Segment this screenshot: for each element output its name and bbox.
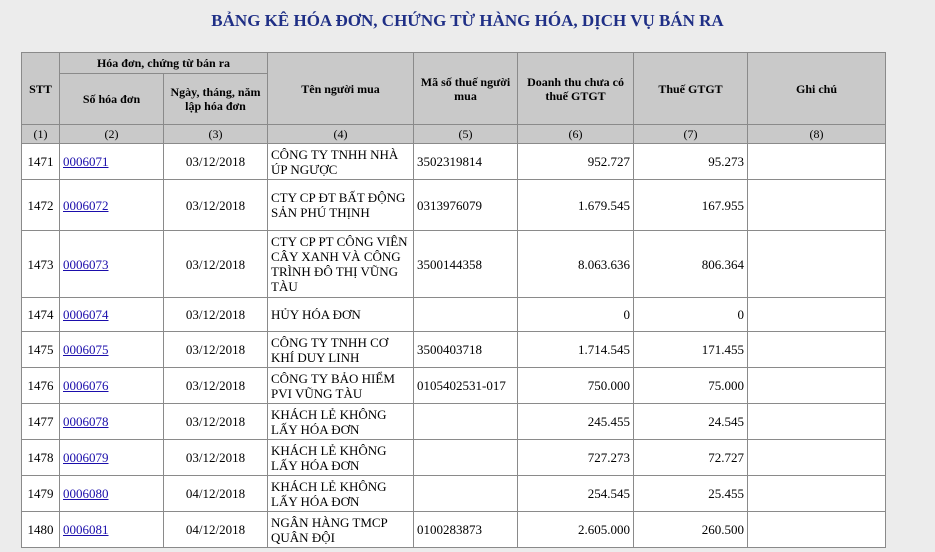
invoice-cell <box>60 368 164 404</box>
invoice-date: 03/12/2018 <box>164 180 268 231</box>
buyer-tax-code: 3500144358 <box>414 231 518 298</box>
revenue-value: 2.605.000 <box>518 512 634 548</box>
note-cell <box>748 368 886 404</box>
note-cell <box>748 440 886 476</box>
invoice-date: 04/12/2018 <box>164 512 268 548</box>
invoice-table <box>21 52 886 548</box>
invoice-date: 03/12/2018 <box>164 298 268 332</box>
vat-value: 806.364 <box>634 231 748 298</box>
invoice-cell <box>60 440 164 476</box>
revenue-value: 254.545 <box>518 476 634 512</box>
buyer-name: CÔNG TY TNHH CƠ KHÍ DUY LINH <box>268 332 414 368</box>
column-number-row <box>22 125 886 144</box>
table-row <box>22 180 886 231</box>
revenue-value: 1.679.545 <box>518 180 634 231</box>
buyer-name: HỦY HÓA ĐƠN <box>268 298 414 332</box>
invoice-cell <box>60 332 164 368</box>
vat-value: 95.273 <box>634 144 748 180</box>
buyer-tax-code <box>414 404 518 440</box>
buyer-name: CÔNG TY BẢO HIỂM PVI VŨNG TÀU <box>268 368 414 404</box>
column-number: (6) <box>518 125 634 144</box>
revenue-value: 1.714.545 <box>518 332 634 368</box>
buyer-tax-code <box>414 298 518 332</box>
invoice-date: 04/12/2018 <box>164 476 268 512</box>
invoice-date: 03/12/2018 <box>164 144 268 180</box>
vat-value: 167.955 <box>634 180 748 231</box>
note-cell <box>748 404 886 440</box>
header-buyer: Tên người mua <box>268 53 414 125</box>
invoice-link[interactable]: 0006074 <box>63 307 109 322</box>
revenue-value: 952.727 <box>518 144 634 180</box>
buyer-tax-code: 3502319814 <box>414 144 518 180</box>
vat-value: 171.455 <box>634 332 748 368</box>
row-stt: 1480 <box>22 512 60 548</box>
table-body <box>22 144 886 548</box>
buyer-tax-code: 3500403718 <box>414 332 518 368</box>
invoice-cell <box>60 298 164 332</box>
table-row <box>22 332 886 368</box>
table-row <box>22 440 886 476</box>
buyer-tax-code <box>414 440 518 476</box>
row-stt: 1476 <box>22 368 60 404</box>
buyer-name: CTY CP ĐT BẤT ĐỘNG SẢN PHÚ THỊNH <box>268 180 414 231</box>
column-number: (2) <box>60 125 164 144</box>
page-title: BẢNG KÊ HÓA ĐƠN, CHỨNG TỪ HÀNG HÓA, DỊCH VỤ BÁN RA <box>211 11 724 30</box>
invoice-cell <box>60 512 164 548</box>
revenue-value: 750.000 <box>518 368 634 404</box>
buyer-tax-code: 0313976079 <box>414 180 518 231</box>
invoice-link[interactable]: 0006079 <box>63 450 109 465</box>
note-cell <box>748 298 886 332</box>
note-cell <box>748 231 886 298</box>
revenue-value: 727.273 <box>518 440 634 476</box>
table-row <box>22 231 886 298</box>
header-tax-code: Mã số thuế người mua <box>414 53 518 125</box>
note-cell <box>748 332 886 368</box>
column-number: (7) <box>634 125 748 144</box>
invoice-link[interactable]: 0006071 <box>63 154 109 169</box>
note-cell <box>748 512 886 548</box>
vat-value: 72.727 <box>634 440 748 476</box>
invoice-date: 03/12/2018 <box>164 231 268 298</box>
invoice-cell <box>60 404 164 440</box>
table-row <box>22 404 886 440</box>
invoice-date: 03/12/2018 <box>164 404 268 440</box>
row-stt: 1472 <box>22 180 60 231</box>
buyer-name: NGÂN HÀNG TMCP QUÂN ĐỘI <box>268 512 414 548</box>
header-invoice-no: Số hóa đơn <box>60 74 164 125</box>
invoice-link[interactable]: 0006072 <box>63 197 109 213</box>
revenue-value: 0 <box>518 298 634 332</box>
vat-value: 75.000 <box>634 368 748 404</box>
buyer-tax-code: 0105402531-017 <box>414 368 518 404</box>
vat-value: 0 <box>634 298 748 332</box>
buyer-name: CÔNG TY TNHH NHÀ ÚP NGƯỢC <box>268 144 414 180</box>
revenue-value: 8.063.636 <box>518 231 634 298</box>
invoice-cell <box>60 476 164 512</box>
header-date: Ngày, tháng, năm lập hóa đơn <box>164 74 268 125</box>
table-row <box>22 512 886 548</box>
invoice-link[interactable]: 0006080 <box>63 486 109 501</box>
header-note: Ghi chú <box>748 53 886 125</box>
header-invoice-group: Hóa đơn, chứng từ bán ra <box>60 53 268 74</box>
table-row <box>22 368 886 404</box>
invoice-date: 03/12/2018 <box>164 332 268 368</box>
invoice-link[interactable]: 0006076 <box>63 378 109 393</box>
column-number: (5) <box>414 125 518 144</box>
invoice-link[interactable]: 0006073 <box>63 256 109 272</box>
column-number: (1) <box>22 125 60 144</box>
column-number: (4) <box>268 125 414 144</box>
invoice-link[interactable]: 0006078 <box>63 414 109 429</box>
invoice-cell <box>60 144 164 180</box>
buyer-tax-code: 0100283873 <box>414 512 518 548</box>
table-row <box>22 144 886 180</box>
row-stt: 1471 <box>22 144 60 180</box>
invoice-link[interactable]: 0006075 <box>63 342 109 357</box>
vat-value: 260.500 <box>634 512 748 548</box>
invoice-date: 03/12/2018 <box>164 368 268 404</box>
table-row <box>22 298 886 332</box>
invoice-cell <box>60 180 164 231</box>
revenue-value: 245.455 <box>518 404 634 440</box>
note-cell <box>748 144 886 180</box>
invoice-date: 03/12/2018 <box>164 440 268 476</box>
buyer-name: KHÁCH LẺ KHÔNG LẤY HÓA ĐƠN <box>268 440 414 476</box>
row-stt: 1475 <box>22 332 60 368</box>
column-number: (8) <box>748 125 886 144</box>
row-stt: 1479 <box>22 476 60 512</box>
table-row <box>22 476 886 512</box>
row-stt: 1473 <box>22 231 60 298</box>
buyer-name: KHÁCH LẺ KHÔNG LẤY HÓA ĐƠN <box>268 476 414 512</box>
vat-value: 25.455 <box>634 476 748 512</box>
buyer-name: KHÁCH LẺ KHÔNG LẤY HÓA ĐƠN <box>268 404 414 440</box>
row-stt: 1478 <box>22 440 60 476</box>
row-stt: 1474 <box>22 298 60 332</box>
column-number: (3) <box>164 125 268 144</box>
vat-value: 24.545 <box>634 404 748 440</box>
header-stt: STT <box>22 53 60 125</box>
note-cell <box>748 476 886 512</box>
buyer-tax-code <box>414 476 518 512</box>
row-stt: 1477 <box>22 404 60 440</box>
buyer-name: CTY CP PT CÔNG VIÊN CÂY XANH VÀ CÔNG TRÌNH ĐÔ THỊ VŨNG TÀU <box>268 231 414 298</box>
invoice-link[interactable]: 0006081 <box>63 522 109 537</box>
note-cell <box>748 180 886 231</box>
header-vat: Thuế GTGT <box>634 53 748 125</box>
invoice-cell <box>60 231 164 298</box>
header-revenue: Doanh thu chưa có thuế GTGT <box>518 53 634 125</box>
